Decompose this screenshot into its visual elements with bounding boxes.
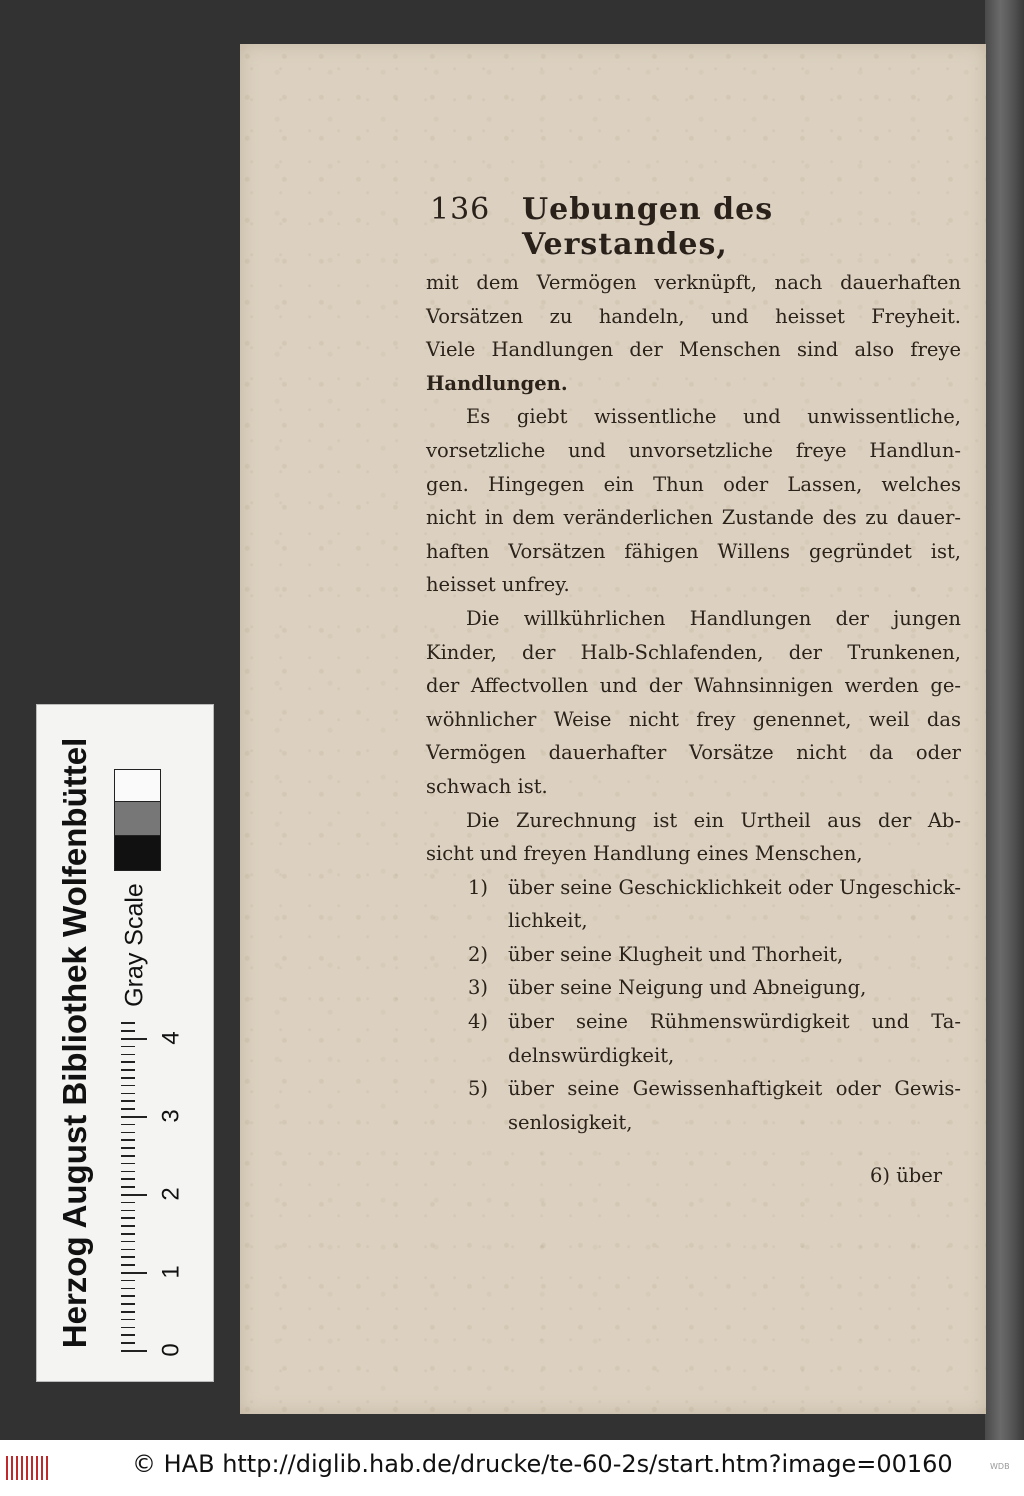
text-line: Viele Handlungen der Menschen sind also freye [426, 338, 961, 362]
ruler-tick [121, 1077, 135, 1079]
ruler-tick [121, 1334, 135, 1336]
hab-logo-icon [6, 1456, 48, 1480]
ruler-tick [121, 1147, 135, 1149]
ruler-tick [121, 1046, 135, 1048]
text-line: sicht und freyen Handlung eines Menschen, [426, 842, 863, 866]
ruler-number: 4 [157, 1031, 185, 1045]
page-number: 136 [430, 192, 491, 227]
ruler-tick [121, 1327, 135, 1329]
ruler-tick [121, 1124, 135, 1126]
ruler-number: 3 [157, 1109, 185, 1123]
list-number: 3) [468, 976, 489, 1000]
page-header [430, 192, 950, 262]
ruler-tick [121, 1288, 135, 1290]
ruler-tick [121, 1100, 135, 1102]
list-item [426, 1039, 961, 1073]
enumerated-list [426, 871, 961, 1140]
list-text: lichkeit, [508, 909, 588, 933]
ruler-tick [121, 1342, 135, 1344]
ruler-tick [121, 1210, 135, 1212]
list-number: 4) [468, 1010, 489, 1034]
ruler-number: 2 [157, 1187, 185, 1201]
copyright-url[interactable]: © HAB http://diglib.hab.de/drucke/te-60-2s/start.htm?image=00160 [132, 1450, 953, 1478]
ruler-tick [121, 1303, 135, 1305]
list-number: 2) [468, 942, 489, 966]
text-line: vorsetzliche und unvorsetzliche freye Handlun- [426, 438, 961, 462]
gray-scale-ruler [36, 704, 214, 1382]
ruler-tick [121, 1264, 135, 1266]
gray-scale-label [111, 875, 159, 1015]
ruler-tick [121, 1061, 135, 1063]
list-text: über seine Neigung und Abneigung, [508, 976, 867, 1000]
ruler-tick [121, 1171, 135, 1173]
list-text: über seine Klugheit und Thorheit, [508, 942, 844, 966]
ruler-tick [121, 1249, 135, 1251]
ruler-tick [121, 1217, 135, 1219]
list-item [426, 871, 961, 905]
scale-title [45, 705, 105, 1381]
list-item [426, 1072, 961, 1106]
ruler-number: 1 [157, 1265, 185, 1279]
ruler-tick [121, 1311, 135, 1313]
text-lines [426, 266, 961, 871]
body-text [426, 266, 961, 1139]
text-line: mit dem Vermögen verknüpft, nach dauerhaften [426, 271, 961, 294]
ruler-tick [121, 1272, 147, 1274]
text-line: haften Vorsätzen fähigen Willens gegründet ist, [426, 539, 961, 563]
text-line: Die willkührlichen Handlungen der jungen [466, 606, 961, 630]
ruler-tick [121, 1108, 135, 1110]
list-text: über seine Geschicklichkeit oder Ungeschick- [508, 875, 961, 899]
ruler-tick [121, 1116, 147, 1118]
ruler-tick [121, 1022, 135, 1024]
ruler-tick [121, 1163, 135, 1165]
ruler-tick [121, 1093, 135, 1095]
text-line: nicht in dem veränderlichen Zustande des zu dauer- [426, 506, 961, 530]
list-text: über seine Rühmenswürdigkeit und Ta- [508, 1010, 961, 1034]
text-line: Vorsätzen zu handeln, und heisset Freyheit. [426, 304, 961, 328]
catchword: 6) über [870, 1164, 943, 1187]
text-line: wöhnlicher Weise nicht frey genennet, weil das [426, 707, 961, 731]
ruler-tick [121, 1319, 135, 1321]
ruler-tick [121, 1038, 147, 1040]
text-line: heisset unfrey. [426, 573, 570, 597]
text-line: gen. Hingegen ein Thun oder Lassen, welches [426, 472, 961, 496]
list-number: 1) [468, 875, 489, 899]
ruler-tick [121, 1225, 135, 1227]
ruler-tick [121, 1139, 135, 1141]
text-line: Die Zurechnung ist ein Urtheil aus der Ab- [466, 808, 961, 832]
running-head: Uebungen des Verstandes, [522, 192, 774, 262]
ruler-tick [121, 1233, 135, 1235]
list-item [426, 1106, 961, 1140]
list-item [426, 1005, 961, 1039]
text-line: der Affectvollen und der Wahnsinnigen werden ge- [426, 674, 961, 698]
text-line: Vermögen dauerhafter Vorsätze nicht da oder [426, 741, 961, 765]
scale-title-text: Herzog August Bibliothek Wolfenbüttel [56, 737, 93, 1349]
book-page [240, 44, 986, 1414]
ruler-tick [121, 1350, 147, 1352]
text-line: Kinder, der Halb-Schlafenden, der Trunkenen, [426, 640, 961, 664]
footer-bar [0, 1440, 1024, 1496]
ruler-tick [121, 1178, 135, 1180]
list-text: über seine Gewissenhaftigkeit oder Gewis- [508, 1077, 961, 1101]
ruler-tick [121, 1054, 135, 1056]
list-number: 5) [468, 1077, 489, 1101]
list-text: senlosigkeit, [508, 1110, 633, 1134]
text-line: Es giebt wissentliche und unwissentliche, [466, 405, 961, 429]
swatch-black [114, 835, 161, 871]
ruler-tick [121, 1241, 135, 1243]
book-edge [985, 0, 1024, 1440]
ruler-tick [121, 1280, 135, 1282]
ruler-tick [121, 1256, 135, 1258]
ruler-tick [121, 1202, 135, 1204]
list-item [426, 938, 961, 972]
ruler-tick [121, 1155, 135, 1157]
ruler-tick [121, 1085, 135, 1087]
list-item [426, 971, 961, 1005]
ruler-tick [121, 1295, 135, 1297]
list-text: delnswürdigkeit, [508, 1043, 675, 1067]
text-line: schwach ist. [426, 774, 548, 798]
text-line: Handlungen. [426, 371, 568, 395]
ruler-tick [121, 1030, 135, 1032]
ruler-tick [121, 1186, 135, 1188]
ruler-tick [121, 1194, 147, 1196]
ruler-tick [121, 1069, 135, 1071]
footer-mark: WDB [990, 1462, 1010, 1471]
swatch-gray [114, 801, 161, 837]
swatch-white [114, 769, 161, 803]
ruler-number: 0 [157, 1343, 185, 1357]
gray-scale-text: Gray Scale [120, 883, 149, 1007]
list-item [426, 904, 961, 938]
ruler-ticks [121, 1020, 185, 1360]
ruler-tick [121, 1132, 135, 1134]
